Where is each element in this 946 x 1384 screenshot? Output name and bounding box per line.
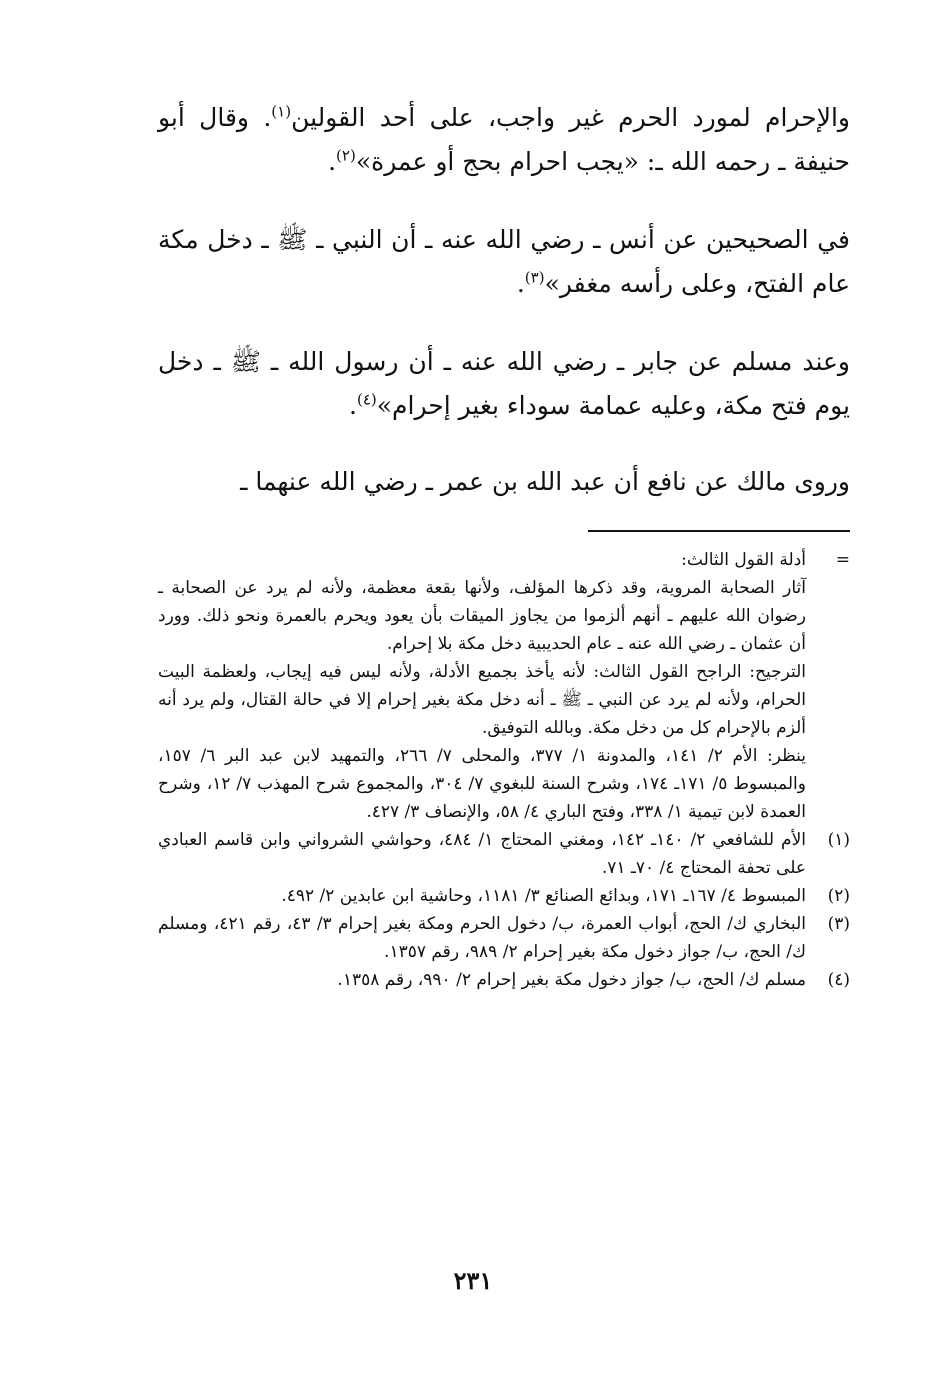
footnote-separator [588, 530, 850, 532]
footnote-continuation-text [158, 546, 806, 826]
footnote-text: البخاري ك/ الحج، أبواب العمرة، ب/ دخول الحرم ومكة بغير إحرام ٣/ ٤٣، رقم ٤٢١، ومسلم ك/ الحج، ب/ جواز دخول مكة بغير إحرام ٢/ ٩٨٩، رقم ١٣٥٧. [158, 914, 806, 962]
footnote-4 [158, 966, 850, 994]
footnote-3 [158, 910, 850, 966]
footnote-marker: (١) [827, 830, 850, 850]
footnote-1 [158, 826, 850, 882]
paragraph-text: وعند مسلم عن جابر ـ رضي الله عنه ـ أن رسول الله ـ ﷺ ـ دخل يوم فتح مكة، وعليه عمامة سوداء بغير إحرام» [158, 347, 850, 420]
paragraph-text: . [328, 147, 337, 176]
body-paragraph-3 [158, 340, 850, 428]
footnote-marker: (٤) [827, 970, 850, 990]
footnote-paragraph: الترجيح: الراجح القول الثالث: لأنه يأخذ بجميع الأدلة، ولأنه ليس فيه إيجاب، ولعظمة البيت الحرام، ولأنه لم يرد عن النبي ـ ﷺ ـ أنه دخل مكة بغير إحرام إلا في حالة القتال، ولم يرد أنه ألزم بالإحرام كل من دخل مكة. وبالله التوفيق. [158, 662, 806, 738]
footnote-marker: (٢) [827, 886, 850, 906]
footnote-continuation [158, 546, 850, 826]
paragraph-text: في الصحيحين عن أنس ـ رضي الله عنه ـ أن النبي ـ ﷺ ـ دخل مكة عام الفتح، وعلى رأسه مغفر» [158, 225, 850, 298]
body-paragraph-1 [158, 96, 850, 184]
footnote-reference[interactable]: (٣) [524, 268, 545, 287]
footnote-text: مسلم ك/ الحج، ب/ جواز دخول مكة بغير إحرام ٢/ ٩٩٠، رقم ١٣٥٨. [337, 970, 806, 990]
body-paragraph-4: وروى مالك عن نافع أن عبد الله بن عمر ـ رضي الله عنهما ـ [240, 467, 850, 496]
footnote-paragraph: آثار الصحابة المروية، وقد ذكرها المؤلف، ولأنها بقعة معظمة، ولأنه لم يرد عن الصحابة ـ رضوان الله عليهم ـ أنهم ألزموا من يجاوز الميقات بأن يعود ويحرم بالعمرة ونحو ذلك. وورد أن عثمان ـ رضي الله عنه ـ عام الحديبية دخل مكة بلا إحرام. [158, 578, 806, 654]
footnote-reference[interactable]: (٢) [336, 146, 356, 165]
continuation-marker: = [835, 550, 850, 570]
footnote-reference[interactable]: (٤) [356, 390, 377, 409]
footnote-reference[interactable]: (١) [271, 102, 292, 121]
footnotes-section [158, 546, 850, 994]
footnote-2 [158, 882, 850, 910]
paragraph-text: . [349, 391, 357, 420]
body-paragraph-2 [158, 218, 850, 306]
footnote-heading: أدلة القول الثالث: [681, 550, 806, 570]
paragraph-text: . وقال أبو حنيفة ـ رحمه الله ـ: «يجب احرام بحج أو عمرة» [158, 103, 850, 176]
footnote-text: الأم للشافعي ٢/ ١٤٠ـ ١٤٢، ومغني المحتاج ١/ ٤٨٤، وحواشي الشرواني وابن قاسم العبادي على تحفة المحتاج ٤/ ٧٠ـ ٧١. [158, 830, 806, 878]
footnote-marker: (٣) [827, 914, 850, 934]
footnote-text: المبسوط ٤/ ١٦٧ـ ١٧١، وبدائع الصنائع ٣/ ١١٨١، وحاشية ابن عابدين ٢/ ٤٩٢. [281, 886, 806, 906]
paragraph-text: والإحرام لمورد الحرم غير واجب، على أحد القولين [291, 103, 850, 132]
footnote-paragraph: ينظر: الأم ٢/ ١٤١، والمدونة ١/ ٣٧٧، والمحلى ٧/ ٢٦٦، والتمهيد لابن عبد البر ٦/ ١٥٧، والمبسوط ٥/ ١٧١ـ ١٧٤، وشرح السنة للبغوي ٧/ ٣٠٤، والمجموع شرح المهذب ٧/ ١٢، وشرح العمدة لابن تيمية ١/ ٣٣٨، وفتح الباري ٤/ ٥٨، والإنصاف ٣/ ٤٢٧. [158, 746, 806, 822]
paragraph-text: . [516, 269, 525, 298]
page-number: ٢٣١ [453, 1266, 493, 1295]
